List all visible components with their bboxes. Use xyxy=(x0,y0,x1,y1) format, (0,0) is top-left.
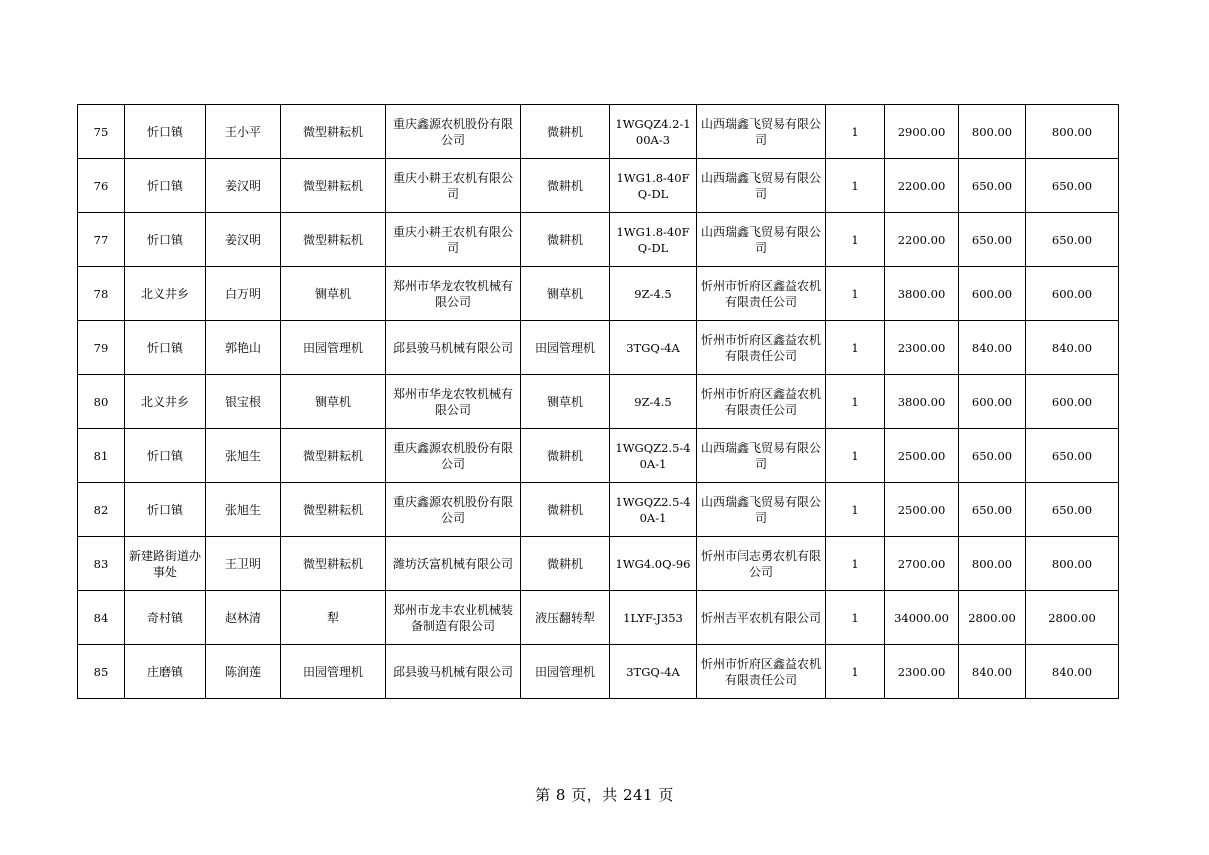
cell-price: 3800.00 xyxy=(885,267,959,321)
cell-quantity: 1 xyxy=(826,375,885,429)
cell-subsidy-amount: 840.00 xyxy=(959,645,1026,699)
cell-product-name: 微耕机 xyxy=(521,483,610,537)
cell-index: 81 xyxy=(78,429,125,483)
cell-subsidy-amount: 800.00 xyxy=(959,105,1026,159)
cell-model: 1WGQZ2.5-40A-1 xyxy=(610,483,697,537)
cell-model: 1WG1.8-40FQ-DL xyxy=(610,213,697,267)
cell-quantity: 1 xyxy=(826,537,885,591)
cell-price: 34000.00 xyxy=(885,591,959,645)
subsidy-table xyxy=(77,104,1119,699)
cell-product-name: 铡草机 xyxy=(521,267,610,321)
cell-index: 77 xyxy=(78,213,125,267)
cell-town: 奇村镇 xyxy=(125,591,206,645)
cell-product-name: 铡草机 xyxy=(521,375,610,429)
cell-price: 2700.00 xyxy=(885,537,959,591)
cell-town: 新建路街道办事处 xyxy=(125,537,206,591)
cell-model: 9Z-4.5 xyxy=(610,267,697,321)
cell-subsidy-amount: 600.00 xyxy=(959,267,1026,321)
cell-quantity: 1 xyxy=(826,321,885,375)
table-row xyxy=(78,537,1119,591)
cell-manufacturer: 重庆小耕王农机有限公司 xyxy=(386,159,521,213)
table-row xyxy=(78,591,1119,645)
cell-subsidy-total: 650.00 xyxy=(1026,213,1119,267)
cell-model: 1WG4.0Q-96 xyxy=(610,537,697,591)
cell-index: 84 xyxy=(78,591,125,645)
cell-manufacturer: 郑州市华龙农牧机械有限公司 xyxy=(386,267,521,321)
cell-dealer: 忻州市忻府区鑫益农机有限责任公司 xyxy=(697,645,826,699)
cell-model: 3TGQ-4A xyxy=(610,645,697,699)
cell-buyer-name: 郭艳山 xyxy=(206,321,281,375)
cell-price: 2300.00 xyxy=(885,645,959,699)
cell-subsidy-total: 650.00 xyxy=(1026,429,1119,483)
cell-machine-category: 微型耕耘机 xyxy=(281,105,386,159)
cell-quantity: 1 xyxy=(826,591,885,645)
cell-machine-category: 微型耕耘机 xyxy=(281,483,386,537)
table-row xyxy=(78,375,1119,429)
cell-product-name: 微耕机 xyxy=(521,537,610,591)
cell-model: 1WG1.8-40FQ-DL xyxy=(610,159,697,213)
cell-quantity: 1 xyxy=(826,483,885,537)
cell-product-name: 液压翻转犁 xyxy=(521,591,610,645)
cell-price: 2200.00 xyxy=(885,213,959,267)
cell-product-name: 微耕机 xyxy=(521,105,610,159)
table-row xyxy=(78,159,1119,213)
cell-subsidy-amount: 650.00 xyxy=(959,213,1026,267)
cell-buyer-name: 白万明 xyxy=(206,267,281,321)
cell-buyer-name: 银宝根 xyxy=(206,375,281,429)
cell-machine-category: 微型耕耘机 xyxy=(281,537,386,591)
cell-dealer: 忻州市忻府区鑫益农机有限责任公司 xyxy=(697,375,826,429)
cell-dealer: 忻州市忻府区鑫益农机有限责任公司 xyxy=(697,321,826,375)
cell-town: 忻口镇 xyxy=(125,105,206,159)
cell-buyer-name: 姜汉明 xyxy=(206,159,281,213)
table-row xyxy=(78,645,1119,699)
cell-product-name: 微耕机 xyxy=(521,159,610,213)
cell-model: 1LYF-J353 xyxy=(610,591,697,645)
cell-model: 1WGQZ4.2-100A-3 xyxy=(610,105,697,159)
cell-index: 76 xyxy=(78,159,125,213)
cell-town: 庄磨镇 xyxy=(125,645,206,699)
cell-subsidy-total: 650.00 xyxy=(1026,483,1119,537)
table-row xyxy=(78,105,1119,159)
cell-machine-category: 微型耕耘机 xyxy=(281,213,386,267)
cell-index: 85 xyxy=(78,645,125,699)
cell-price: 2500.00 xyxy=(885,483,959,537)
cell-model: 9Z-4.5 xyxy=(610,375,697,429)
cell-manufacturer: 邱县骏马机械有限公司 xyxy=(386,321,521,375)
cell-buyer-name: 陈润莲 xyxy=(206,645,281,699)
cell-subsidy-total: 600.00 xyxy=(1026,375,1119,429)
cell-machine-category: 田园管理机 xyxy=(281,645,386,699)
cell-buyer-name: 赵林清 xyxy=(206,591,281,645)
cell-product-name: 微耕机 xyxy=(521,213,610,267)
cell-manufacturer: 重庆鑫源农机股份有限公司 xyxy=(386,429,521,483)
cell-machine-category: 铡草机 xyxy=(281,375,386,429)
table-row xyxy=(78,267,1119,321)
table-row xyxy=(78,321,1119,375)
cell-index: 78 xyxy=(78,267,125,321)
cell-town: 忻口镇 xyxy=(125,483,206,537)
cell-buyer-name: 王卫明 xyxy=(206,537,281,591)
cell-subsidy-amount: 650.00 xyxy=(959,429,1026,483)
cell-quantity: 1 xyxy=(826,645,885,699)
cell-model: 1WGQZ2.5-40A-1 xyxy=(610,429,697,483)
cell-subsidy-total: 650.00 xyxy=(1026,159,1119,213)
cell-town: 忻口镇 xyxy=(125,321,206,375)
cell-price: 2900.00 xyxy=(885,105,959,159)
cell-quantity: 1 xyxy=(826,267,885,321)
cell-subsidy-total: 800.00 xyxy=(1026,537,1119,591)
cell-town: 忻口镇 xyxy=(125,429,206,483)
cell-index: 79 xyxy=(78,321,125,375)
table-row xyxy=(78,483,1119,537)
cell-town: 忻口镇 xyxy=(125,213,206,267)
cell-subsidy-amount: 650.00 xyxy=(959,159,1026,213)
cell-dealer: 山西瑞鑫飞贸易有限公司 xyxy=(697,159,826,213)
cell-manufacturer: 邱县骏马机械有限公司 xyxy=(386,645,521,699)
cell-dealer: 山西瑞鑫飞贸易有限公司 xyxy=(697,429,826,483)
cell-dealer: 忻州吉平农机有限公司 xyxy=(697,591,826,645)
cell-subsidy-amount: 600.00 xyxy=(959,375,1026,429)
table-row xyxy=(78,213,1119,267)
cell-index: 83 xyxy=(78,537,125,591)
cell-town: 忻口镇 xyxy=(125,159,206,213)
cell-product-name: 田园管理机 xyxy=(521,645,610,699)
cell-dealer: 忻州市闫志勇农机有限公司 xyxy=(697,537,826,591)
cell-quantity: 1 xyxy=(826,105,885,159)
cell-dealer: 山西瑞鑫飞贸易有限公司 xyxy=(697,105,826,159)
cell-machine-category: 犁 xyxy=(281,591,386,645)
cell-buyer-name: 姜汉明 xyxy=(206,213,281,267)
cell-dealer: 山西瑞鑫飞贸易有限公司 xyxy=(697,213,826,267)
cell-manufacturer: 重庆鑫源农机股份有限公司 xyxy=(386,105,521,159)
cell-manufacturer: 潍坊沃富机械有限公司 xyxy=(386,537,521,591)
cell-quantity: 1 xyxy=(826,429,885,483)
cell-subsidy-total: 2800.00 xyxy=(1026,591,1119,645)
cell-subsidy-total: 600.00 xyxy=(1026,267,1119,321)
table-row xyxy=(78,429,1119,483)
cell-index: 80 xyxy=(78,375,125,429)
cell-subsidy-amount: 650.00 xyxy=(959,483,1026,537)
cell-subsidy-total: 840.00 xyxy=(1026,321,1119,375)
cell-product-name: 微耕机 xyxy=(521,429,610,483)
table-body xyxy=(78,105,1119,699)
cell-subsidy-amount: 2800.00 xyxy=(959,591,1026,645)
cell-price: 3800.00 xyxy=(885,375,959,429)
cell-subsidy-amount: 800.00 xyxy=(959,537,1026,591)
cell-machine-category: 微型耕耘机 xyxy=(281,429,386,483)
cell-manufacturer: 郑州市华龙农牧机械有限公司 xyxy=(386,375,521,429)
cell-quantity: 1 xyxy=(826,159,885,213)
cell-buyer-name: 张旭生 xyxy=(206,483,281,537)
cell-buyer-name: 张旭生 xyxy=(206,429,281,483)
cell-product-name: 田园管理机 xyxy=(521,321,610,375)
cell-dealer: 忻州市忻府区鑫益农机有限责任公司 xyxy=(697,267,826,321)
cell-quantity: 1 xyxy=(826,213,885,267)
cell-index: 75 xyxy=(78,105,125,159)
cell-index: 82 xyxy=(78,483,125,537)
cell-town: 北义井乡 xyxy=(125,267,206,321)
cell-buyer-name: 王小平 xyxy=(206,105,281,159)
cell-model: 3TGQ-4A xyxy=(610,321,697,375)
cell-subsidy-total: 800.00 xyxy=(1026,105,1119,159)
cell-dealer: 山西瑞鑫飞贸易有限公司 xyxy=(697,483,826,537)
cell-subsidy-amount: 840.00 xyxy=(959,321,1026,375)
cell-machine-category: 微型耕耘机 xyxy=(281,159,386,213)
cell-machine-category: 田园管理机 xyxy=(281,321,386,375)
cell-manufacturer: 郑州市龙丰农业机械装备制造有限公司 xyxy=(386,591,521,645)
cell-manufacturer: 重庆鑫源农机股份有限公司 xyxy=(386,483,521,537)
cell-manufacturer: 重庆小耕王农机有限公司 xyxy=(386,213,521,267)
cell-price: 2200.00 xyxy=(885,159,959,213)
cell-town: 北义井乡 xyxy=(125,375,206,429)
cell-price: 2500.00 xyxy=(885,429,959,483)
cell-price: 2300.00 xyxy=(885,321,959,375)
cell-subsidy-total: 840.00 xyxy=(1026,645,1119,699)
cell-machine-category: 铡草机 xyxy=(281,267,386,321)
page-number: 第 8 页，共 241 页 xyxy=(535,786,674,804)
